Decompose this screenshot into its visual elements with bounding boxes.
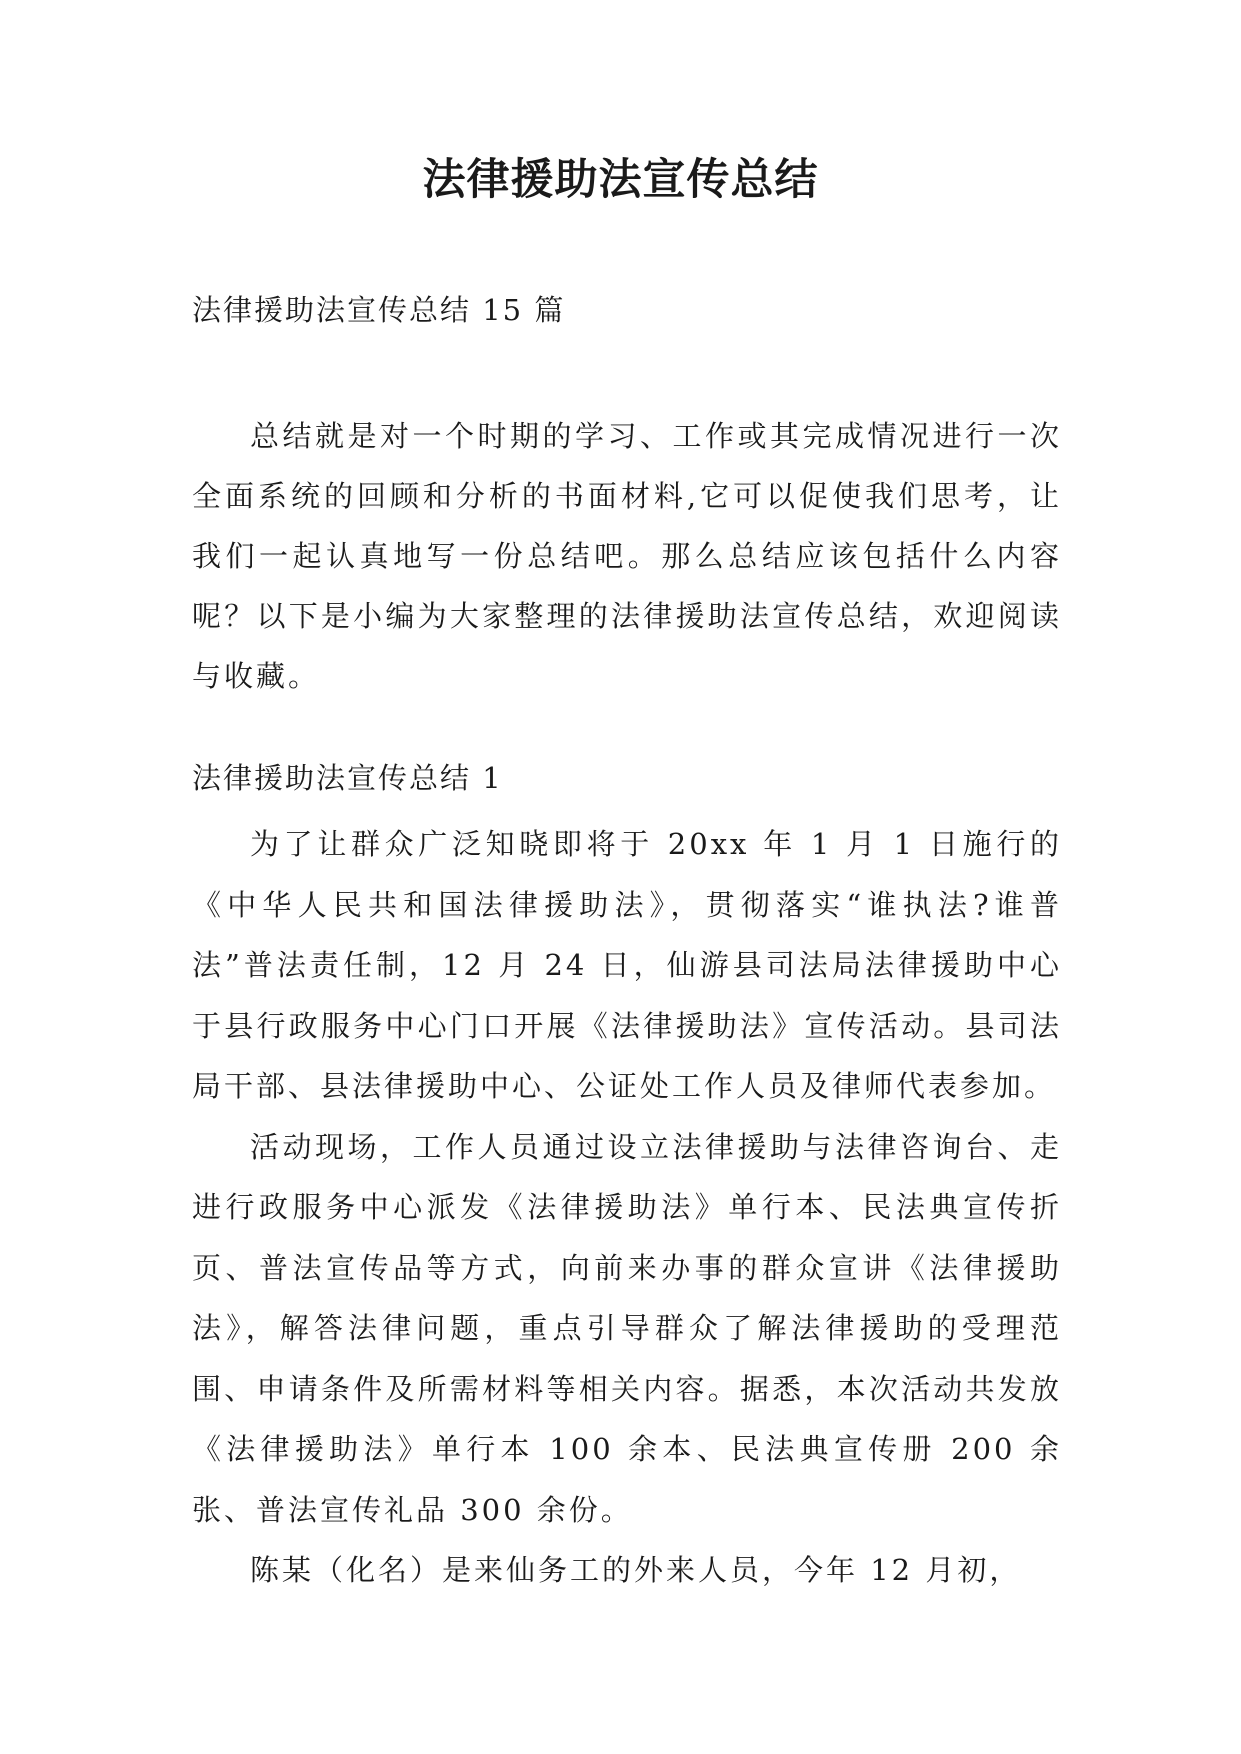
section-heading: 法律援助法宣传总结 1 <box>192 761 503 795</box>
section-body <box>192 814 1062 1601</box>
document-subtitle: 法律援助法宣传总结 15 篇 <box>192 293 566 327</box>
intro-paragraph: 总结就是对一个时期的学习、工作或其完成情况进行一次全面系统的回顾和分析的书面材料,它可以促使我们思考，让我们一起认真地写一份总结吧。那么总结应该包括什么内容呢？以下是小编为大家整理的法律援助法宣传总结，欢迎阅读与收藏。 <box>192 419 1062 693</box>
body-paragraph-3: 陈某（化名）是来仙务工的外来人员，今年 12 月初， <box>250 1553 1022 1587</box>
body-paragraph-1: 为了让群众广泛知晓即将于 20xx 年 1 月 1 日施行的《中华人民共和国法律援助法》，贯彻落实“谁执法?谁普法”普法责任制，12 月 24 日，仙游县司法局法律援助中心于县行政服务中心门口开展《法律援助法》宣传活动。县司法局干部、县法律援助中心、公证处工作人员及律师代表参加。 <box>192 827 1062 1103</box>
body-paragraph-2: 活动现场，工作人员通过设立法律援助与法律咨询台、走进行政服务中心派发《法律援助法》单行本、民法典宣传折页、普法宣传品等方式，向前来办事的群众宣讲《法律援助法》，解答法律问题，重点引导群众了解法律援助的受理范围、申请条件及所需材料等相关内容。据悉，本次活动共发放《法律援助法》单行本 100 余本、民法典宣传册 200 余张、普法宣传礼品 300 余份。 <box>192 1129 1062 1527</box>
document-title: 法律援助法宣传总结 <box>422 155 819 205</box>
intro-block <box>192 406 1062 706</box>
